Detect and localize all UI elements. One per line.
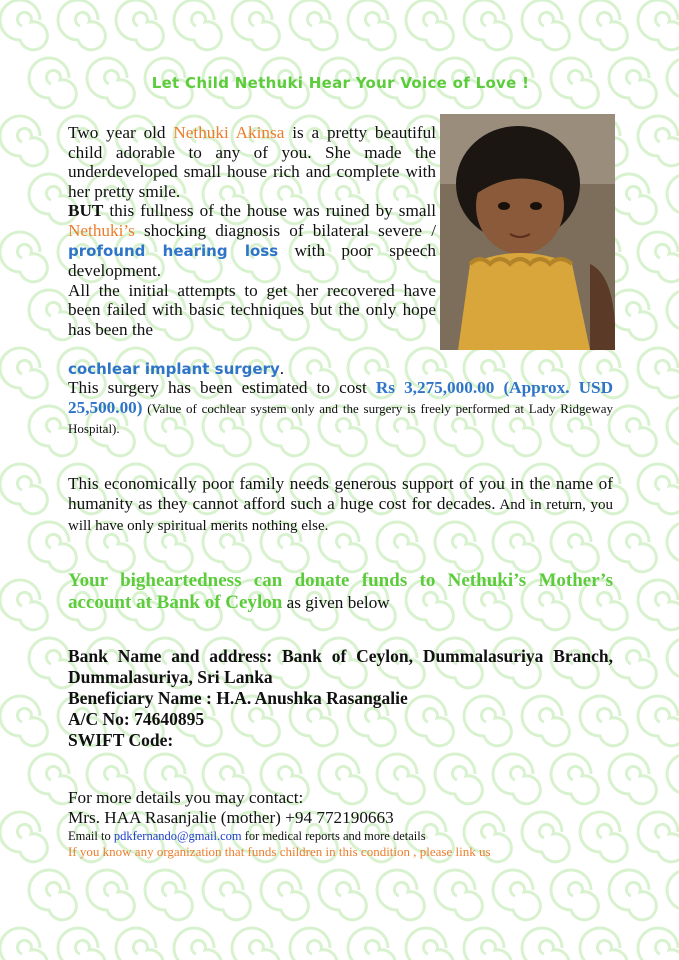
swirl-189 <box>551 870 598 920</box>
swirl-187 <box>435 870 482 920</box>
swirl-186 <box>377 870 424 920</box>
swirl-94 <box>609 406 656 456</box>
swirl-182 <box>145 870 192 920</box>
child-photo <box>440 114 615 350</box>
swirl-22 <box>609 58 656 108</box>
swirl-8 <box>464 0 511 50</box>
appeal-text-2: And in return, you will have only spiritual merits nothing else. <box>68 496 613 535</box>
swirl-47 <box>667 174 679 224</box>
swirl-11 <box>638 0 679 50</box>
swirl-143 <box>667 638 679 688</box>
swirl-183 <box>203 870 250 920</box>
swirl-180 <box>29 870 76 920</box>
swirl-23 <box>667 58 679 108</box>
child-photo-illustration <box>440 114 615 350</box>
intro-paragraph <box>68 123 436 340</box>
swirl-131 <box>638 580 679 630</box>
donate-paragraph <box>68 570 613 614</box>
swirl-120 <box>0 580 47 630</box>
intro-text-7: . <box>279 359 285 378</box>
swirl-7 <box>406 0 453 50</box>
swirl-167 <box>667 754 679 804</box>
swirl-10 <box>580 0 627 50</box>
cost-amount: Rs 3,275,000.00 (Approx. USD 25,500.00) <box>68 378 613 417</box>
swirl-6 <box>348 0 395 50</box>
swirl-107 <box>638 464 679 514</box>
organization-note: If you know any organization that funds children in this condition , please link us <box>68 844 491 859</box>
swirl-200 <box>464 928 511 960</box>
cost-note: (Value of cochlear system only and the surgery is freely performed at Lady Ridgeway Hospital). <box>68 400 613 437</box>
swirl-70 <box>609 290 656 340</box>
swirl-194 <box>116 928 163 960</box>
swirl-203 <box>638 928 679 960</box>
swirl-185 <box>319 870 366 920</box>
swirl-195 <box>174 928 221 960</box>
swirl-9 <box>522 0 569 50</box>
swirl-2 <box>116 0 163 50</box>
swirl-0 <box>0 0 47 50</box>
appeal-paragraph <box>68 474 613 537</box>
swirl-197 <box>290 928 337 960</box>
swirl-144 <box>0 696 47 746</box>
account-number: A/C No: 74640895 <box>68 709 205 729</box>
diagnosis-highlight: profound hearing loss <box>68 241 279 260</box>
appeal-text-1: This economically poor family needs generous support of you in the name of humanity as they cannot afford such a huge cost for decades. <box>68 474 613 513</box>
contact-person: Mrs. HAA Rasanjalie (mother) +94 772190663 <box>68 808 394 827</box>
intro-text-3: this fullness of the house was ruined by small <box>103 201 436 221</box>
swirl-192 <box>0 928 47 960</box>
swirl-198 <box>348 928 395 960</box>
swirl-193 <box>58 928 105 960</box>
swirl-196 <box>232 928 279 960</box>
intro-but: BUT <box>68 201 104 221</box>
swirl-118 <box>609 522 656 572</box>
swift-code: SWIFT Code: <box>68 730 174 750</box>
swirl-190 <box>609 870 656 920</box>
swirl-155 <box>638 696 679 746</box>
intro-text-1: Two year old <box>68 123 174 142</box>
intro-text-6: All the initial attempts to get her recovered have been failed with basic techniques but the only hope has been the <box>68 280 436 339</box>
swirl-199 <box>406 928 453 960</box>
donate-highlight: Your bigheartedness can donate funds to Nethuki’s Mother’s account at Bank of Ceylon <box>68 570 613 613</box>
child-name-possessive: Nethuki’s <box>68 220 135 240</box>
swirl-46 <box>609 174 656 224</box>
child-name: Nethuki Akinsa <box>173 123 285 142</box>
swirl-4 <box>232 0 279 50</box>
cost-paragraph <box>68 378 613 439</box>
page-title: Let Child Nethuki Hear Your Voice of Love ! <box>151 74 530 92</box>
email-suffix: for medical reports and more details <box>241 829 426 843</box>
swirl-179 <box>638 812 679 862</box>
swirl-188 <box>493 870 540 920</box>
swirl-59 <box>638 232 679 282</box>
swirl-184 <box>261 870 308 920</box>
contact-details <box>68 788 613 860</box>
swirl-166 <box>609 754 656 804</box>
beneficiary-name: Beneficiary Name : H.A. Anushka Rasangalie <box>68 688 408 708</box>
surgery-highlight: cochlear implant surgery <box>68 360 280 378</box>
swirl-83 <box>638 348 679 398</box>
swirl-71 <box>667 290 679 340</box>
swirl-3 <box>174 0 221 50</box>
swirl-35 <box>638 116 679 166</box>
intro-text-4: shocking diagnosis of bilateral severe / <box>134 220 436 240</box>
donate-text: as given below <box>282 593 390 612</box>
swirl-119 <box>667 522 679 572</box>
swirl-201 <box>522 928 569 960</box>
bank-name-address: Bank Name and address: Bank of Ceylon, Dummalasuriya Branch, Dummalasuriya, Sri Lanka <box>68 646 613 687</box>
surgery-line <box>68 359 613 380</box>
email-line <box>68 828 613 844</box>
swirl-202 <box>580 928 627 960</box>
swirl-24 <box>0 116 47 166</box>
swirl-72 <box>0 348 47 398</box>
swirl-96 <box>0 464 47 514</box>
contact-heading: For more details you may contact: <box>68 788 304 807</box>
swirl-142 <box>609 638 656 688</box>
intro-text-5: with poor speech development. <box>68 240 436 281</box>
email-prefix: Email to <box>68 829 114 843</box>
swirl-191 <box>667 870 679 920</box>
intro-text-2: is a pretty beautiful child adorable to any of you. She made the underdeveloped small house rich and complete with her pretty smile. <box>68 123 436 201</box>
bank-details <box>68 646 613 751</box>
swirl-181 <box>87 870 134 920</box>
swirl-95 <box>667 406 679 456</box>
swirl-5 <box>290 0 337 50</box>
swirl-48 <box>0 232 47 282</box>
email-link[interactable]: pdkfernando@gmail.com <box>113 829 242 843</box>
swirl-168 <box>0 812 47 862</box>
swirl-1 <box>58 0 105 50</box>
cost-text: This surgery has been estimated to cost <box>68 378 376 397</box>
